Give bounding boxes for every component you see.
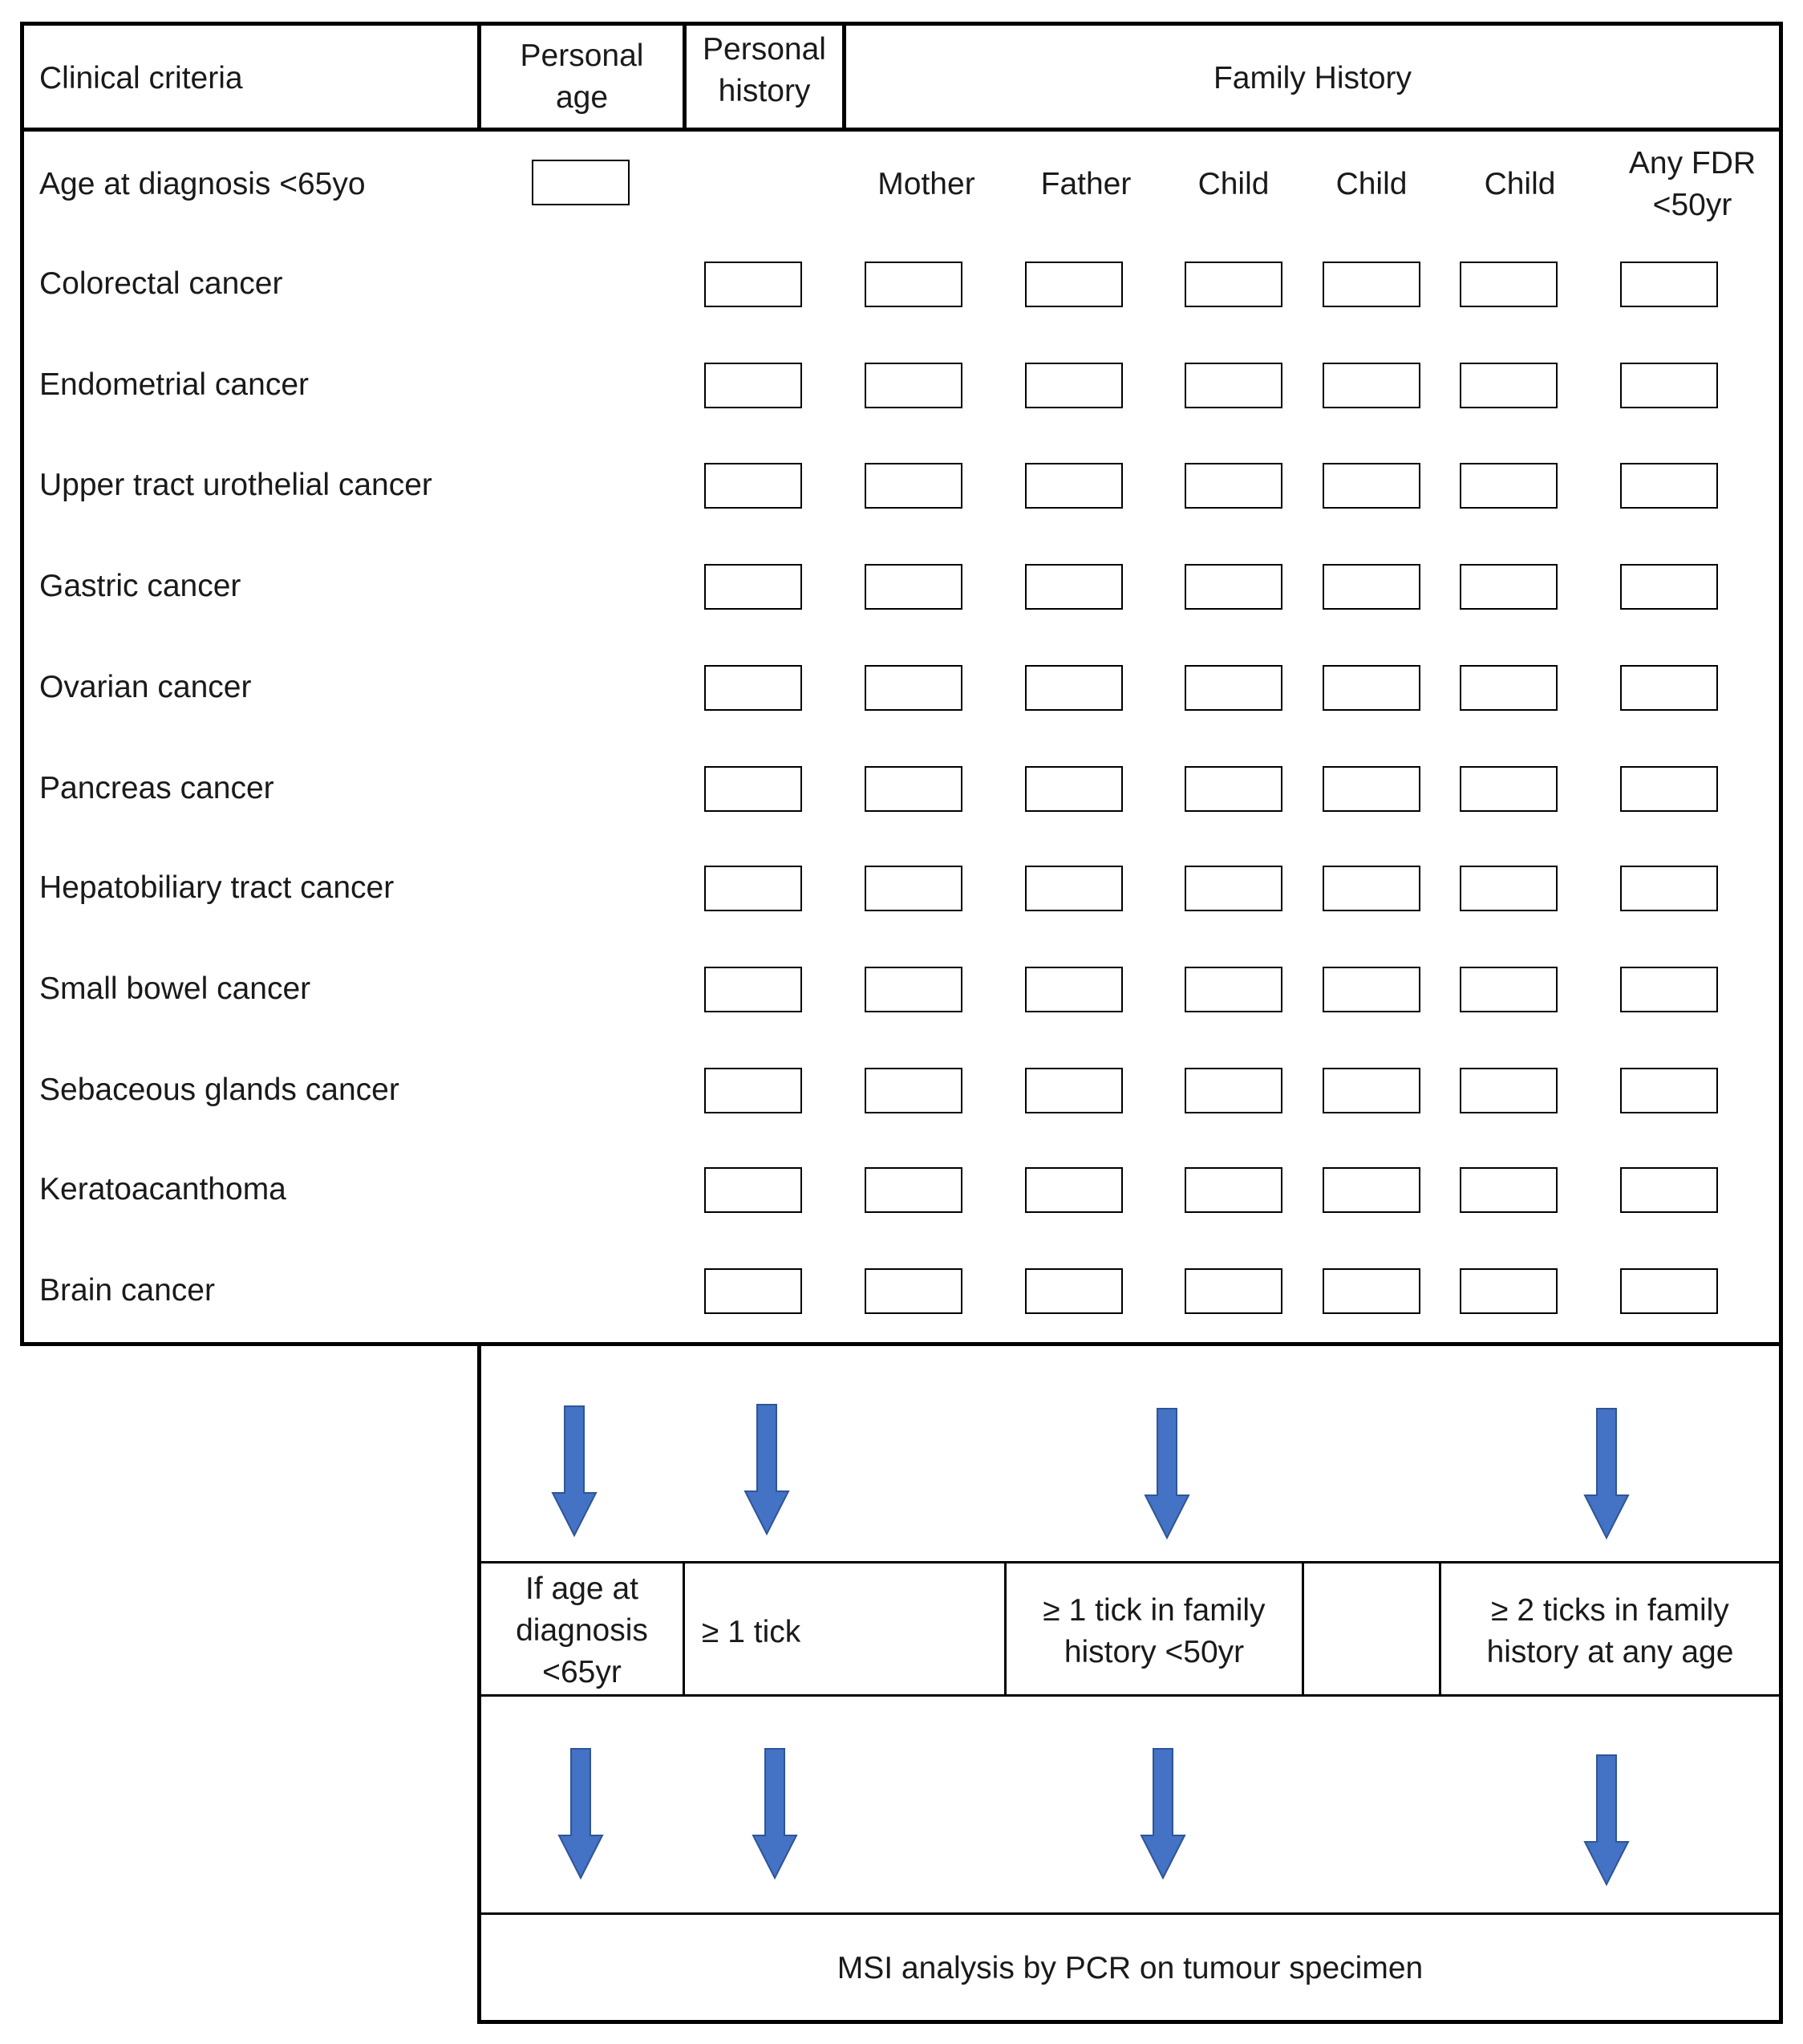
checkbox-child-2[interactable] [1323,463,1420,509]
checkbox-any-fdr[interactable] [1620,866,1718,911]
checkbox-personal-history[interactable] [704,967,802,1012]
checkbox-mother[interactable] [865,1268,962,1314]
checkbox-child-3[interactable] [1460,363,1558,408]
rule-family-under-50: ≥ 1 tick in family history <50yr [1043,1593,1266,1669]
checkbox-any-fdr[interactable] [1620,967,1718,1012]
table-left-border [20,22,24,1346]
rules-top-border [480,1561,1781,1563]
outcome-top-border [480,1912,1781,1915]
checkbox-child-3[interactable] [1460,866,1558,911]
checkbox-child-3[interactable] [1460,967,1558,1012]
column-label-mother: Mother [877,167,975,201]
checkbox-child-2[interactable] [1323,766,1420,812]
arrow-down-icon [1141,1749,1185,1879]
criterion-label: Endometrial cancer [39,367,309,402]
rules-divider-3 [1302,1561,1304,1697]
checkbox-mother[interactable] [865,967,962,1012]
checkbox-child-1[interactable] [1185,665,1282,711]
checkbox-any-fdr[interactable] [1620,1167,1718,1213]
arrow-down-icon [558,1749,603,1879]
checkbox-child-3[interactable] [1460,463,1558,509]
rule-age-at-diagnosis: If age at diagnosis <65yr [516,1572,648,1689]
checkbox-any-fdr[interactable] [1620,1068,1718,1113]
checkbox-child-1[interactable] [1185,363,1282,408]
checkbox-any-fdr[interactable] [1620,363,1718,408]
criterion-label: Hepatobiliary tract cancer [39,870,395,905]
header-clinical-criteria: Clinical criteria [39,61,243,95]
checkbox-child-1[interactable] [1185,866,1282,911]
column-label-child-2: Child [1335,167,1408,201]
checkbox-any-fdr[interactable] [1620,1268,1718,1314]
checkbox-personal-history[interactable] [704,665,802,711]
checkbox-child-3[interactable] [1460,766,1558,812]
checkbox-any-fdr[interactable] [1620,564,1718,610]
flow-bottom-border [477,2020,1783,2024]
checkbox-child-2[interactable] [1323,665,1420,711]
checkbox-father[interactable] [1025,665,1123,711]
header-family-history: Family History [1213,61,1412,95]
checkbox-father[interactable] [1025,866,1123,911]
arrow-down-icon [1584,1409,1629,1539]
checkbox-child-1[interactable] [1185,1167,1282,1213]
criterion-label: Keratoacanthoma [39,1172,286,1207]
column-label-child-3: Child [1484,167,1556,201]
checkbox-child-2[interactable] [1323,967,1420,1012]
checkbox-personal-history[interactable] [704,1167,802,1213]
checkbox-father[interactable] [1025,463,1123,509]
checkbox-personal-history[interactable] [704,1268,802,1314]
checkbox-child-3[interactable] [1460,564,1558,610]
checkbox-child-3[interactable] [1460,262,1558,307]
checkbox-child-1[interactable] [1185,1068,1282,1113]
arrow-down-icon [552,1406,597,1536]
checkbox-child-2[interactable] [1323,1068,1420,1113]
checkbox-father[interactable] [1025,1268,1123,1314]
checkbox-mother[interactable] [865,1167,962,1213]
checkbox-father[interactable] [1025,1068,1123,1113]
checkbox-any-fdr[interactable] [1620,262,1718,307]
header-bottom-border [20,128,1783,132]
checkbox-mother[interactable] [865,363,962,408]
checkbox-child-3[interactable] [1460,1268,1558,1314]
arrow-down-icon [744,1405,789,1535]
column-label-father: Father [1040,167,1132,201]
checkbox-personal-history[interactable] [704,866,802,911]
checkbox-any-fdr[interactable] [1620,665,1718,711]
checkbox-personal-history[interactable] [704,363,802,408]
checkbox-any-fdr[interactable] [1620,766,1718,812]
checkbox-father[interactable] [1025,967,1123,1012]
checkbox-father[interactable] [1025,564,1123,610]
checkbox-child-2[interactable] [1323,866,1420,911]
checkbox-child-3[interactable] [1460,665,1558,711]
checkbox-child-1[interactable] [1185,766,1282,812]
checkbox-child-1[interactable] [1185,967,1282,1012]
header-personal-age: Personal age [520,39,644,115]
outcome-msi-analysis: MSI analysis by PCR on tumour specimen [837,1951,1424,1985]
checkbox-father[interactable] [1025,766,1123,812]
checkbox-personal-history[interactable] [704,766,802,812]
arrow-down-icon [1145,1409,1189,1539]
checkbox-child-2[interactable] [1323,1167,1420,1213]
checkbox-child-3[interactable] [1460,1167,1558,1213]
checkbox-child-2[interactable] [1323,1268,1420,1314]
criterion-label: Small bowel cancer [39,971,311,1006]
arrow-down-icon [1584,1755,1629,1885]
criterion-label: Brain cancer [39,1273,215,1308]
criterion-label: Ovarian cancer [39,670,252,704]
checkbox-father[interactable] [1025,262,1123,307]
criterion-label: Colorectal cancer [39,266,283,301]
checkbox-mother[interactable] [865,564,962,610]
checkbox-mother[interactable] [865,866,962,911]
criterion-label: Pancreas cancer [39,771,274,805]
checkbox-any-fdr[interactable] [1620,463,1718,509]
checkbox-personal-history[interactable] [704,564,802,610]
checkbox-child-2[interactable] [1323,564,1420,610]
checkbox-child-1[interactable] [1185,564,1282,610]
checkbox-child-3[interactable] [1460,1068,1558,1113]
checkbox-child-2[interactable] [1323,262,1420,307]
checkbox-mother[interactable] [865,766,962,812]
age-at-diagnosis-checkbox[interactable] [532,160,630,205]
rules-bottom-border [480,1694,1781,1697]
checkbox-father[interactable] [1025,1167,1123,1213]
checkbox-child-1[interactable] [1185,463,1282,509]
checkbox-child-1[interactable] [1185,1268,1282,1314]
rule-personal-tick: ≥ 1 tick [702,1615,801,1649]
checkbox-mother[interactable] [865,1068,962,1113]
header-personal-history: Personal history [703,32,826,108]
age-at-diagnosis-label: Age at diagnosis <65yo [39,167,366,201]
checkbox-father[interactable] [1025,363,1123,408]
checkbox-child-2[interactable] [1323,363,1420,408]
flow-right-border [1779,1342,1783,2024]
table-bottom-border [20,1342,1783,1346]
checkbox-mother[interactable] [865,262,962,307]
column-label-child-1: Child [1197,167,1270,201]
rule-family-any-age: ≥ 2 ticks in family history at any age [1486,1593,1734,1669]
checkbox-mother[interactable] [865,665,962,711]
criterion-label: Gastric cancer [39,569,241,603]
table-top-border [20,22,1783,26]
criterion-label: Upper tract urothelial cancer [39,468,432,502]
arrow-down-icon [752,1749,797,1879]
checkbox-mother[interactable] [865,463,962,509]
checkbox-child-1[interactable] [1185,262,1282,307]
criterion-label: Sebaceous glands cancer [39,1073,399,1107]
checkbox-personal-history[interactable] [704,463,802,509]
checkbox-personal-history[interactable] [704,1068,802,1113]
column-label-any-fdr: Any FDR <50yr [1628,146,1756,222]
rules-divider-1 [683,1561,685,1697]
checkbox-personal-history[interactable] [704,262,802,307]
